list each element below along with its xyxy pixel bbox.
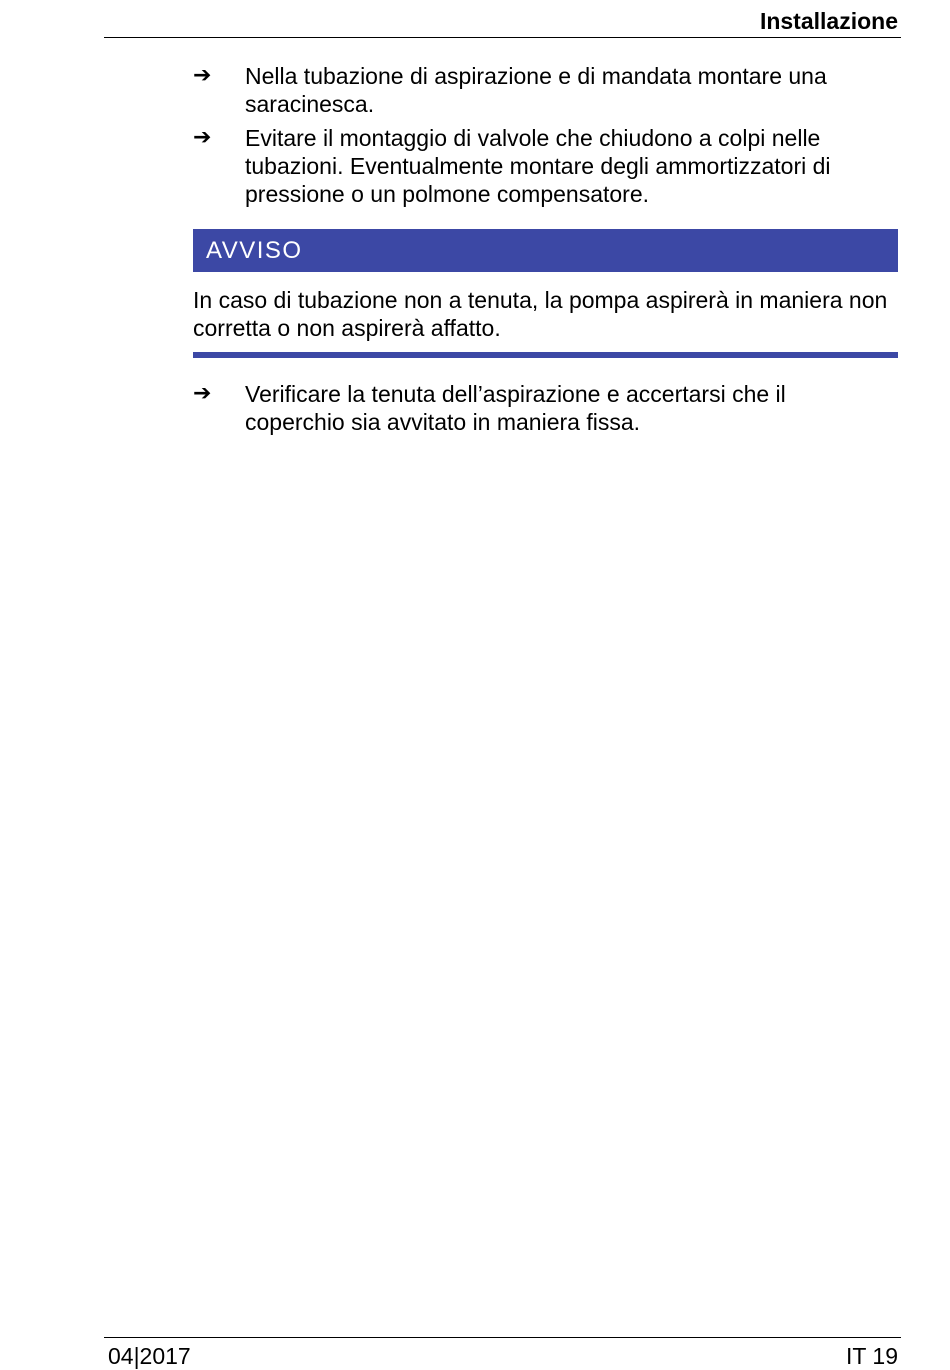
section-title: Installazione [759, 8, 898, 34]
instruction-text: Evitare il montaggio di valvole che chiudono a colpi nelle tubazioni. Eventualmente montare degli ammortizzatori di pressione o un polmone compensatore. [245, 125, 831, 207]
arrow-right-icon: ➔ [193, 125, 212, 150]
footer-date: 04|2017 [108, 1343, 191, 1369]
arrow-right-icon: ➔ [193, 63, 212, 88]
arrow-right-icon: ➔ [193, 381, 212, 406]
notice-banner [193, 229, 898, 272]
notice-divider [193, 352, 898, 358]
page-number: IT 19 [846, 1343, 898, 1369]
instruction-item [193, 62, 873, 118]
footer-divider [104, 1337, 901, 1338]
notice-label: AVVISO [206, 237, 303, 264]
notice-text: In caso di tubazione non a tenuta, la pompa aspirerà in maniera non corretta o non aspirerà affatto. [193, 287, 888, 341]
instruction-item [193, 124, 873, 208]
header-divider [104, 37, 901, 38]
instruction-text: Verificare la tenuta dell’aspirazione e accertarsi che il coperchio sia avvitato in maniera fissa. [245, 381, 786, 435]
instruction-item [193, 380, 873, 436]
instruction-text: Nella tubazione di aspirazione e di mandata montare una saracinesca. [245, 63, 827, 117]
